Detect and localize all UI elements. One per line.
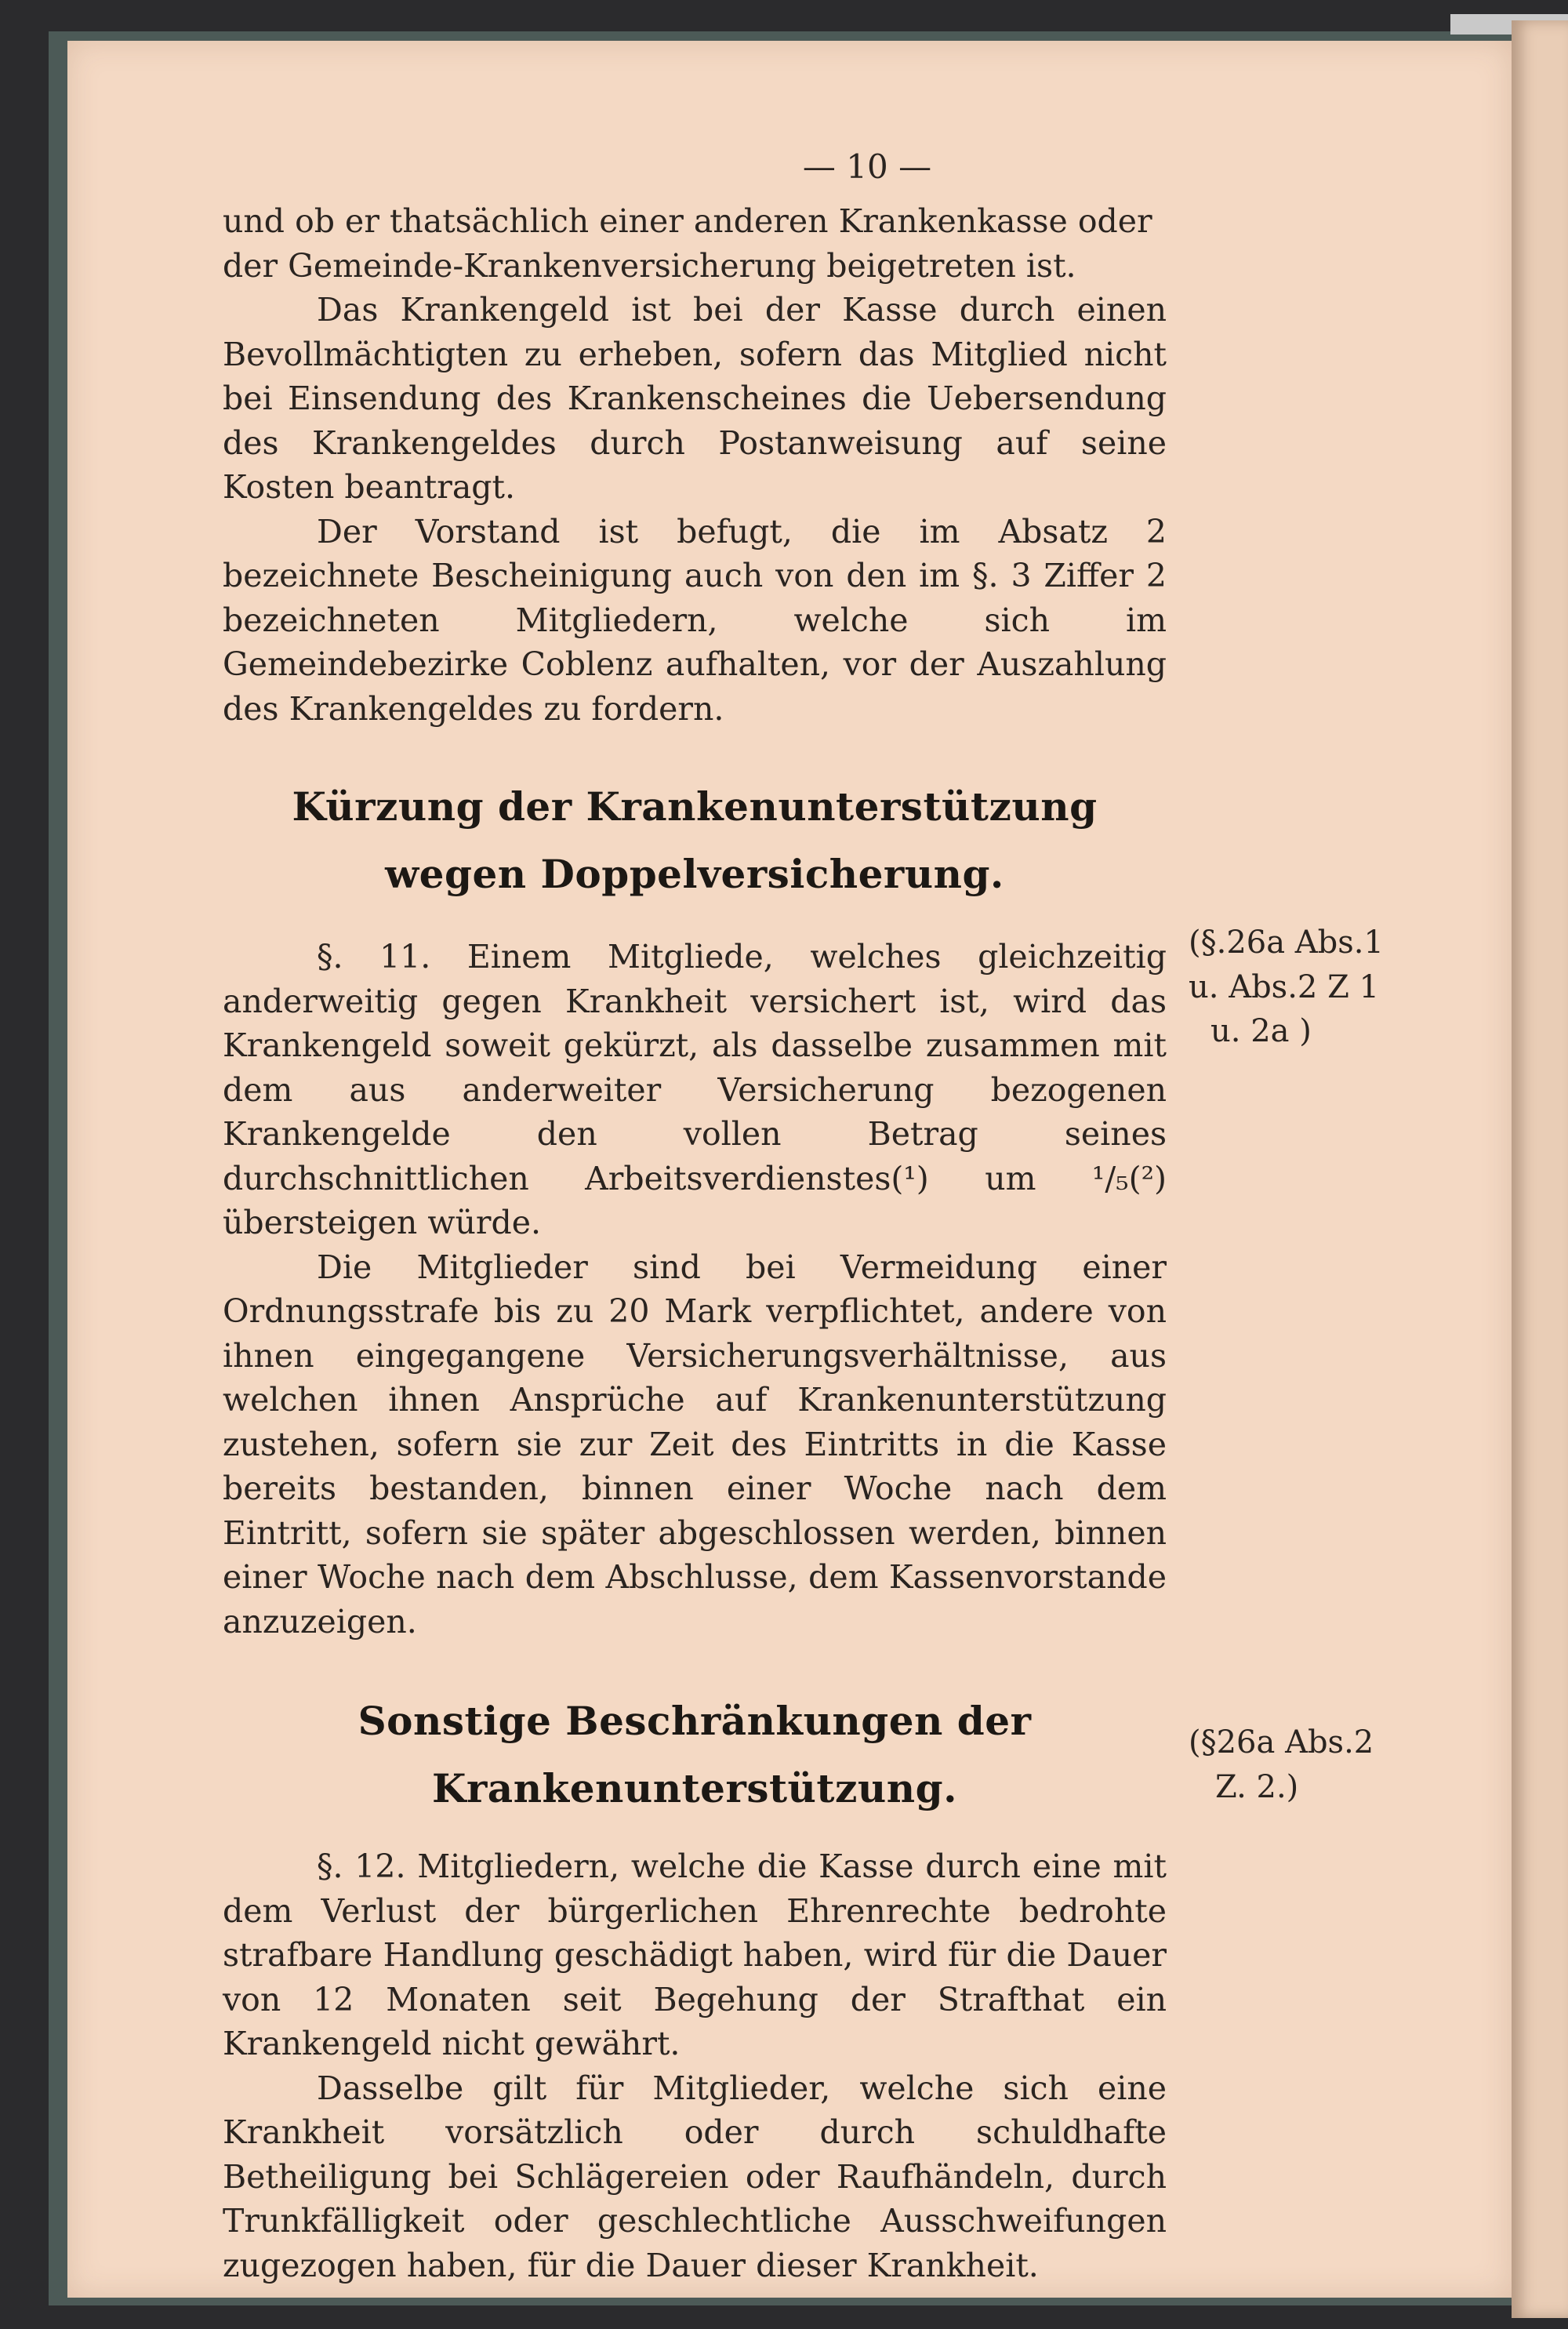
- section-11-text: §. 11. Einem Mitgliede, welches gleichzeitig anderweitig gegen Krankheit versichert ist, wird das Krankengeld soweit gekürzt, als dasselbe zusammen mit dem aus anderweiter Versicherung bezogenen Krankengelde den vollen Betrag seines durchschnittlichen Arbeitsverdienstes(¹) um ¹/₅(²) übersteigen würde.: [223, 938, 1167, 1241]
- margin-note-section-12: [1189, 1720, 1374, 1809]
- paragraph-dasselbe: Dasselbe gilt für Mitglieder, welche sich eine Krankheit vorsätzlich oder durch schuldhafte Betheiligung bei Schlägereien oder Raufhändeln, durch Trunkfälligkeit oder geschlechtliche Ausschweifungen zugezogen haben, für die Dauer dieser Krankheit.: [223, 2069, 1167, 2284]
- intro-line-2: der Gemeinde-Krankenversicherung beigetreten ist.: [223, 246, 1076, 285]
- section-heading-kuerzung: Kürzung der Krankenunterstützung wegen Doppelversicherung.: [292, 783, 1098, 897]
- intro-line-1: und ob er thatsächlich einer anderen Krankenkasse oder: [223, 202, 1152, 240]
- page-body: [223, 199, 1167, 2287]
- section-heading-sonstige: Sonstige Beschränkungen der Krankenunterstützung.: [358, 1698, 1032, 1811]
- margin-line: u. Abs.2 Z 1: [1189, 968, 1380, 1005]
- page-number: — 10 —: [802, 147, 932, 186]
- paragraph-krankengeld: Das Krankengeld ist bei der Kasse durch einen Bevollmächtigten zu erheben, sofern das Mitglied nicht bei Einsendung des Krankenscheines die Uebersendung des Krankengeldes durch Postanweisung auf seine Kosten beantragt.: [223, 291, 1167, 506]
- facing-page-edge: [1512, 20, 1568, 2318]
- paragraph-ordnungsstrafe: Die Mitglieder sind bei Vermeidung einer Ordnungsstrafe bis zu 20 Mark verpflichtet, andere von ihnen eingegangene Versicherungsverhältnisse, aus welchen ihnen Ansprüche auf Krankenunterstützung zustehen, sofern sie zur Zeit des Eintritts in die Kasse bereits bestanden, binnen einer Woche nach dem Eintritt, sofern sie später abgeschlossen werden, binnen einer Woche nach dem Abschlusse, dem Kassenvorstande anzuzeigen.: [223, 1248, 1167, 1640]
- margin-note-section-11: [1189, 921, 1384, 1054]
- margin-line: u. 2a ): [1210, 1013, 1312, 1049]
- paragraph-vorstand: Der Vorstand ist befugt, die im Absatz 2 bezeichnete Bescheinigung auch von den im §. 3 Ziffer 2 bezeichneten Mitgliedern, welche sich im Gemeindebezirke Coblenz aufhalten, vor der Auszahlung des Krankengeldes zu fordern.: [223, 512, 1167, 728]
- section-12-text: §. 12. Mitgliedern, welche die Kasse durch eine mit dem Verlust der bürgerlichen Ehrenrechte bedrohte strafbare Handlung geschädigt haben, wird für die Dauer von 12 Monaten seit Begehung der Strafthat ein Krankengeld nicht gewährt.: [223, 1848, 1167, 2062]
- margin-line: (§.26a Abs.1: [1189, 925, 1384, 961]
- margin-line: Z. 2.): [1215, 1768, 1299, 1805]
- margin-line: (§26a Abs.2: [1189, 1724, 1374, 1760]
